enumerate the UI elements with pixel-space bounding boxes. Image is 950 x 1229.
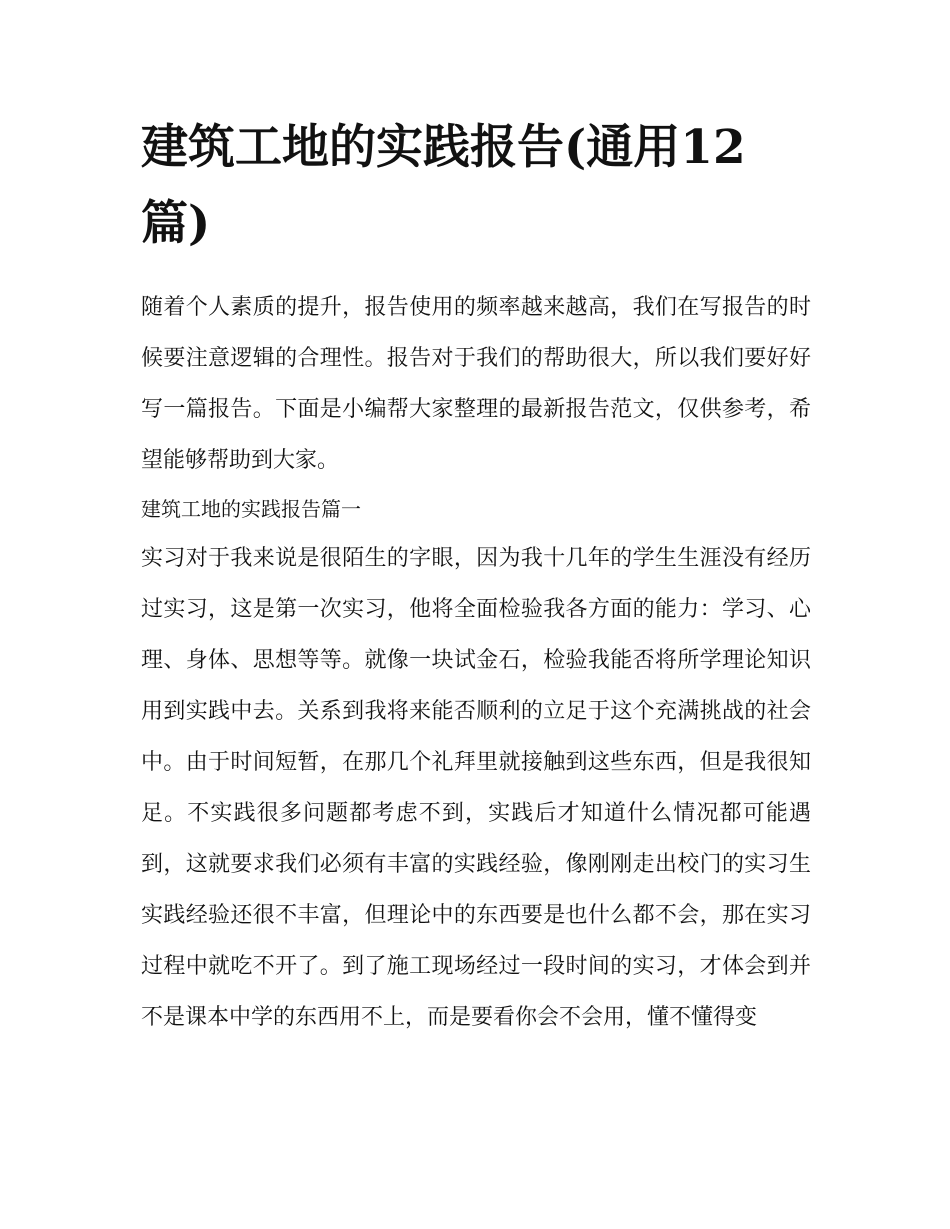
document-title: 建筑工地的实践报告(通用12篇) bbox=[141, 120, 746, 251]
body-paragraph: 实习对于我来说是很陌生的字眼，因为我十几年的学生生涯没有经历过实习，这是第一次实习，他将全面检验我各方面的能力：学习、心理、身体、思想等等。就像一块试金石，检验我能否将所学理论知识用到实践中去。关系到我将来能否顺利的立足于这个充满挑战的社会中。由于时间短暂，在那几个礼拜里就接触到这些东西，但是我很知足。不实践很多问题都考虑不到，实践后才知道什么情况都可能遇到，这就要求我们必须有丰富的实践经验，像刚刚走出校门的实习生实践经验还很不丰富，但理论中的东西要是也什么都不会，那在实习过程中就吃不开了。到了施工现场经过一段时间的实习，才体会到并不是课本中学的东西用不上，而是要看你会不会用，懂不懂得变 bbox=[141, 546, 811, 1030]
document-page bbox=[141, 110, 811, 1043]
section-heading: 建筑工地的实践报告篇一 bbox=[141, 497, 361, 521]
intro-paragraph: 随着个人素质的提升，报告使用的频率越来越高，我们在写报告的时候要注意逻辑的合理性。报告对于我们的帮助很大，所以我们要好好写一篇报告。下面是小编帮大家整理的最新报告范文，仅供参考，希望能够帮助到大家。 bbox=[141, 295, 811, 473]
